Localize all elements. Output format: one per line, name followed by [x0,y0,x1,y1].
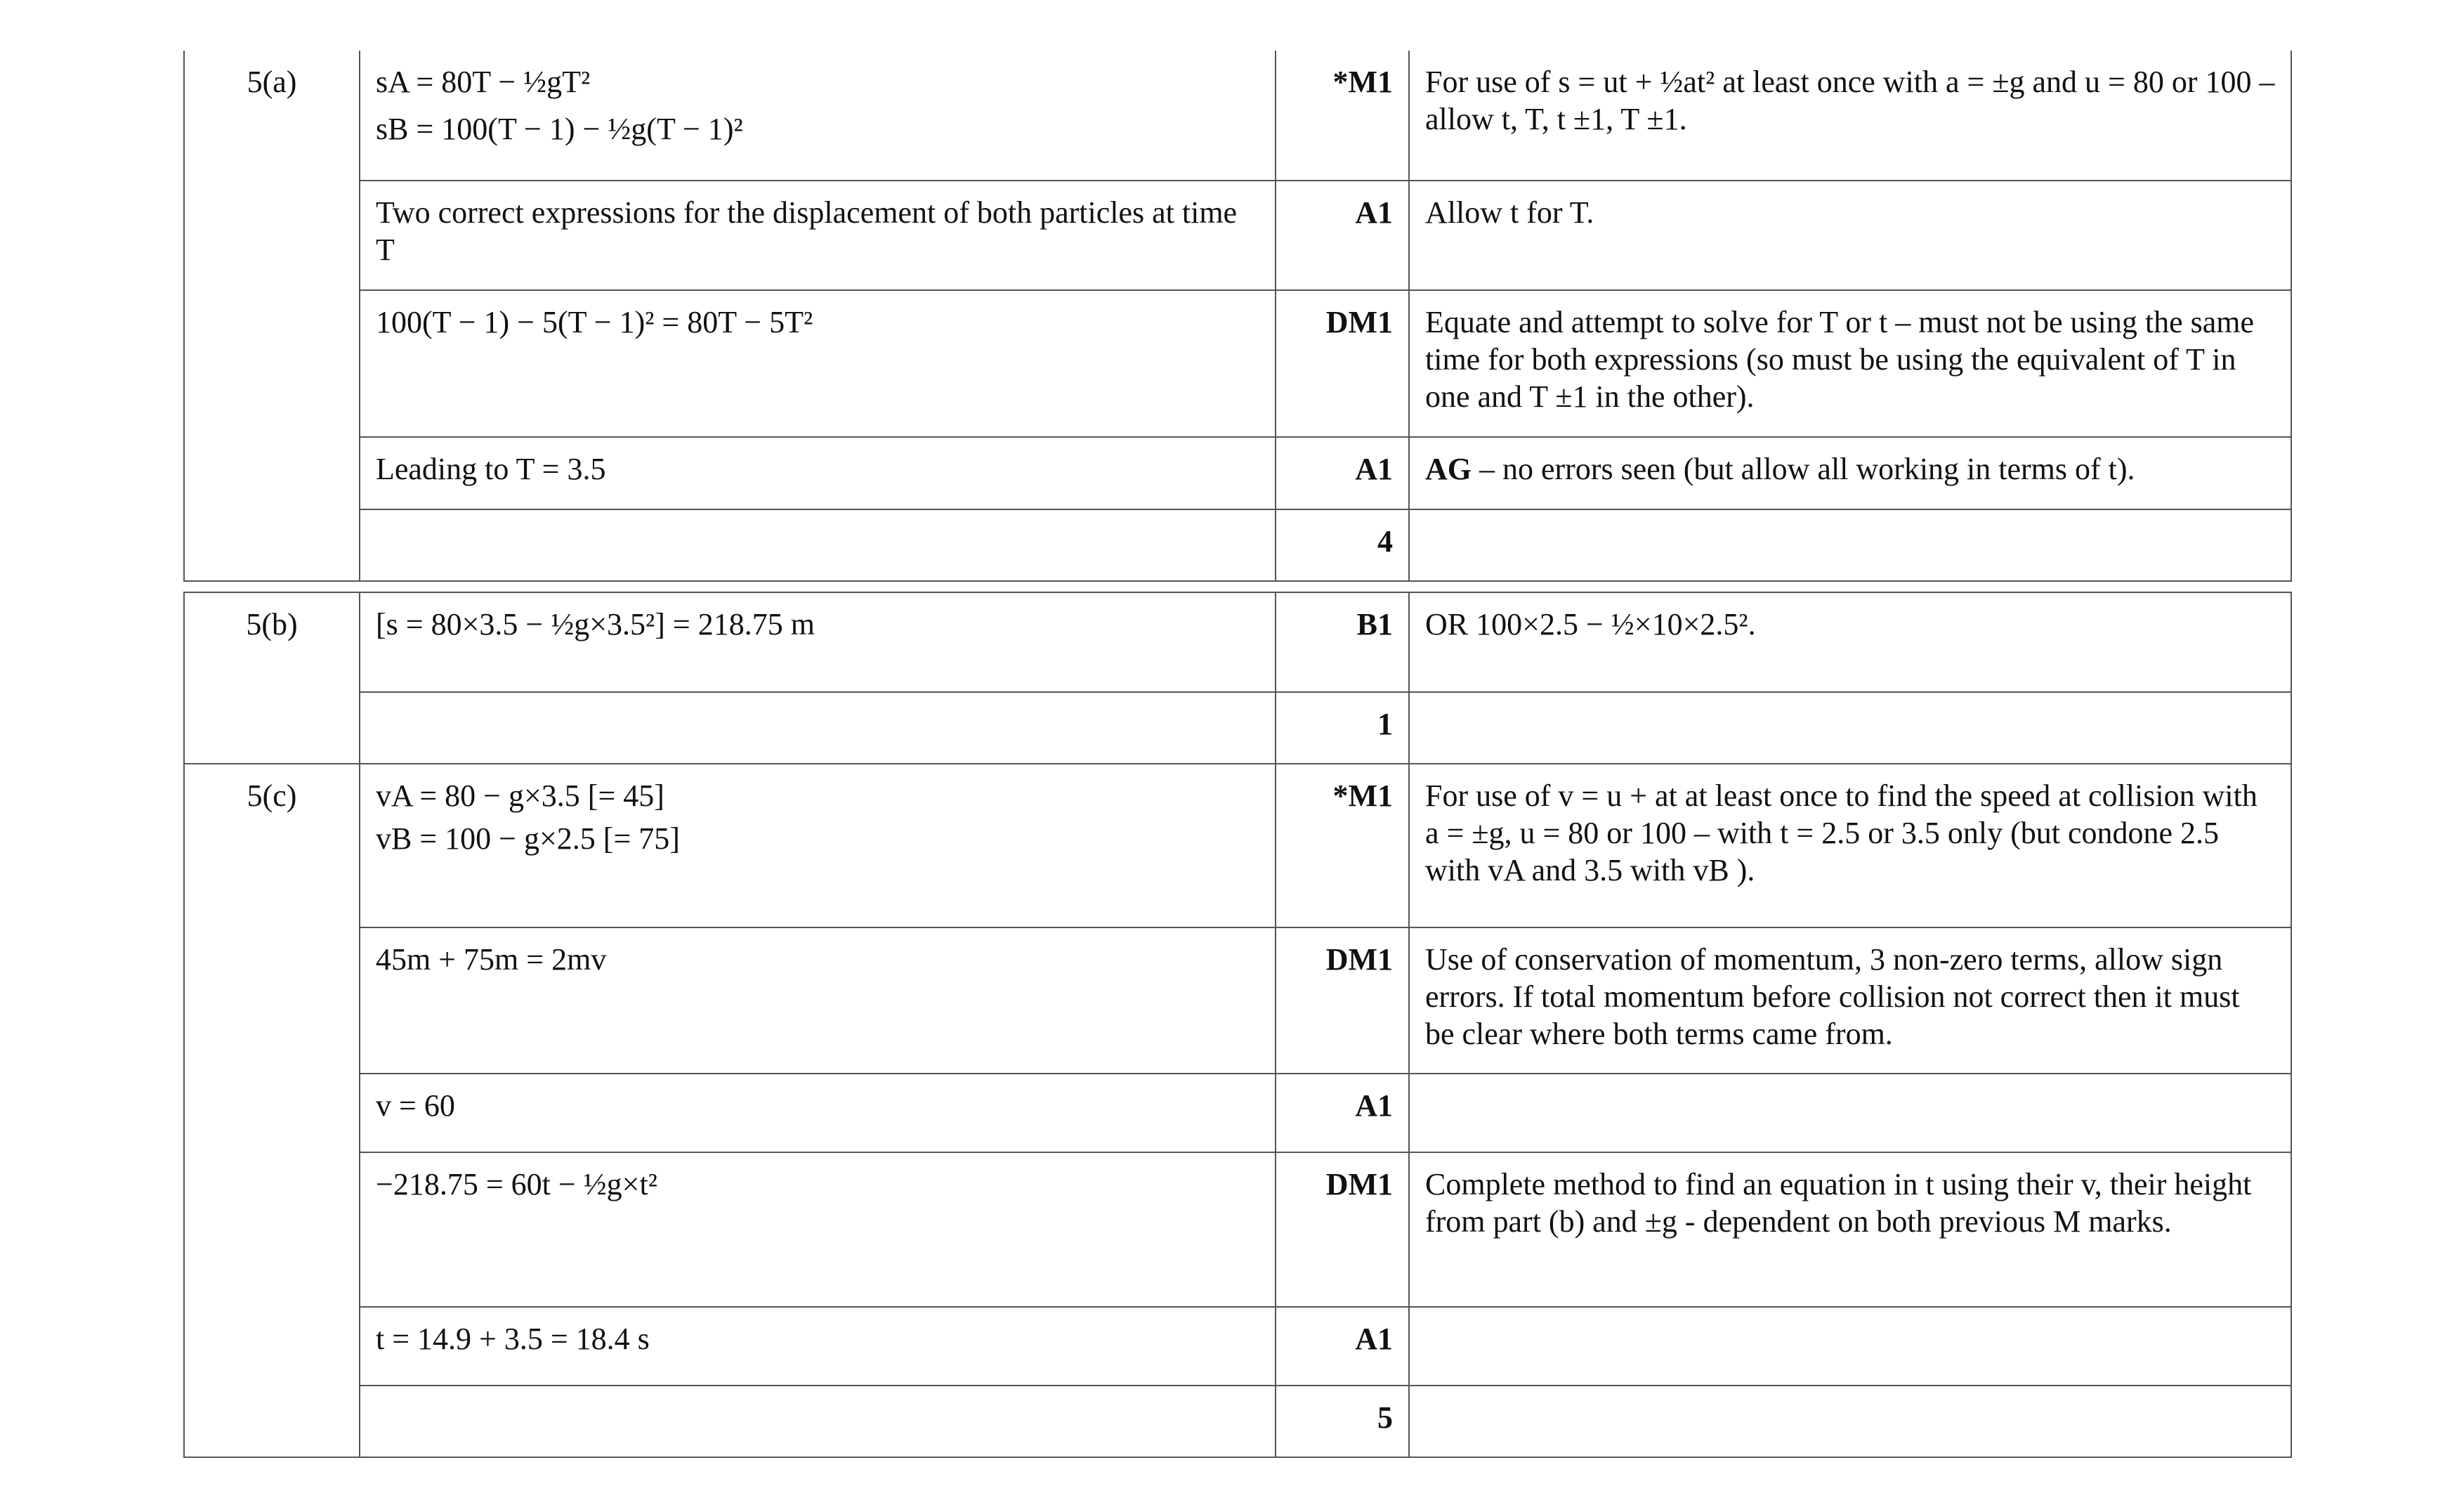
guidance-cell: Allow t for T. [1409,181,2291,290]
table-row [184,1152,2291,1307]
table-row [184,927,2291,1074]
mark-cell: DM1 [1276,290,1409,437]
guidance-cell [1409,692,2291,764]
table-row-total [184,509,2291,581]
table-row [184,1074,2291,1152]
guidance-text: – no errors seen (but allow all working in terms of t). [1472,452,2135,486]
mark-cell: A1 [1276,1074,1409,1152]
guidance-cell [1409,1074,2291,1152]
table-row [184,1307,2291,1386]
answer-cell: Two correct expressions for the displacement of both particles at time T [360,181,1276,290]
answer-cell: t = 14.9 + 3.5 = 18.4 s [360,1307,1276,1386]
answer-cell: Leading to T = 3.5 [360,437,1276,509]
answer-cell [360,692,1276,764]
answer-cell [360,509,1276,581]
table-row [184,51,2291,181]
mark-cell: DM1 [1276,927,1409,1074]
answer-line: sA = 80T − ½gT² [376,65,591,99]
answer-cell: [s = 80×3.5 − ½g×3.5²] = 218.75 m [360,592,1276,692]
total-marks: 4 [1276,509,1409,581]
table-row-total [184,1386,2291,1457]
mark-cell: A1 [1276,181,1409,290]
guidance-code: AG [1425,452,1472,486]
table-row [184,290,2291,437]
section-separator [184,581,2291,592]
guidance-cell: Complete method to find an equation in t using their v, their height from part (b) and ±g - dependent on both previous M marks. [1409,1152,2291,1307]
guidance-cell [1409,437,2291,509]
mark-cell: B1 [1276,592,1409,692]
table-row [184,437,2291,509]
guidance-cell [1409,509,2291,581]
mark-scheme-table [183,51,2292,1458]
mark-cell: A1 [1276,437,1409,509]
total-marks: 1 [1276,692,1409,764]
guidance-cell: OR 100×2.5 − ½×10×2.5². [1409,592,2291,692]
table-row [184,181,2291,290]
answer-line: sB = 100(T − 1) − ½g(T − 1)² [376,112,743,146]
mark-cell: *M1 [1276,764,1409,927]
question-number: 5(a) [184,51,360,581]
guidance-cell: For use of v = u + at at least once to find the speed at collision with a = ±g, u = 80 or 100 – with t = 2.5 or 3.5 only (but condone 2.5 with vA and 3.5 with vB ). [1409,764,2291,927]
table-row-total [184,692,2291,764]
answer-cell [360,51,1276,181]
guidance-cell [1409,1386,2291,1457]
answer-cell: v = 60 [360,1074,1276,1152]
guidance-cell: Use of conservation of momentum, 3 non-zero terms, allow sign errors. If total momentum before collision not correct then it must be clear where both terms came from. [1409,927,2291,1074]
answer-cell [360,764,1276,927]
answer-cell: −218.75 = 60t − ½g×t² [360,1152,1276,1307]
mark-cell: DM1 [1276,1152,1409,1307]
table-row [184,764,2291,927]
answer-cell: 45m + 75m = 2mv [360,927,1276,1074]
guidance-cell: For use of s = ut + ½at² at least once with a = ±g and u = 80 or 100 – allow t, T, t ±1, T ±1. [1409,51,2291,181]
total-marks: 5 [1276,1386,1409,1457]
mark-cell: A1 [1276,1307,1409,1386]
answer-cell: 100(T − 1) − 5(T − 1)² = 80T − 5T² [360,290,1276,437]
guidance-cell [1409,1307,2291,1386]
question-number: 5(b) [184,592,360,764]
table-row [184,592,2291,692]
answer-line: vB = 100 − g×2.5 [= 75] [376,821,680,856]
guidance-cell: Equate and attempt to solve for T or t – must not be using the same time for both expressions (so must be using the equivalent of T in one and T ±1 in the other). [1409,290,2291,437]
answer-cell [360,1386,1276,1457]
mark-cell: *M1 [1276,51,1409,181]
answer-line: vA = 80 − g×3.5 [= 45] [376,778,664,813]
question-number: 5(c) [184,764,360,1457]
